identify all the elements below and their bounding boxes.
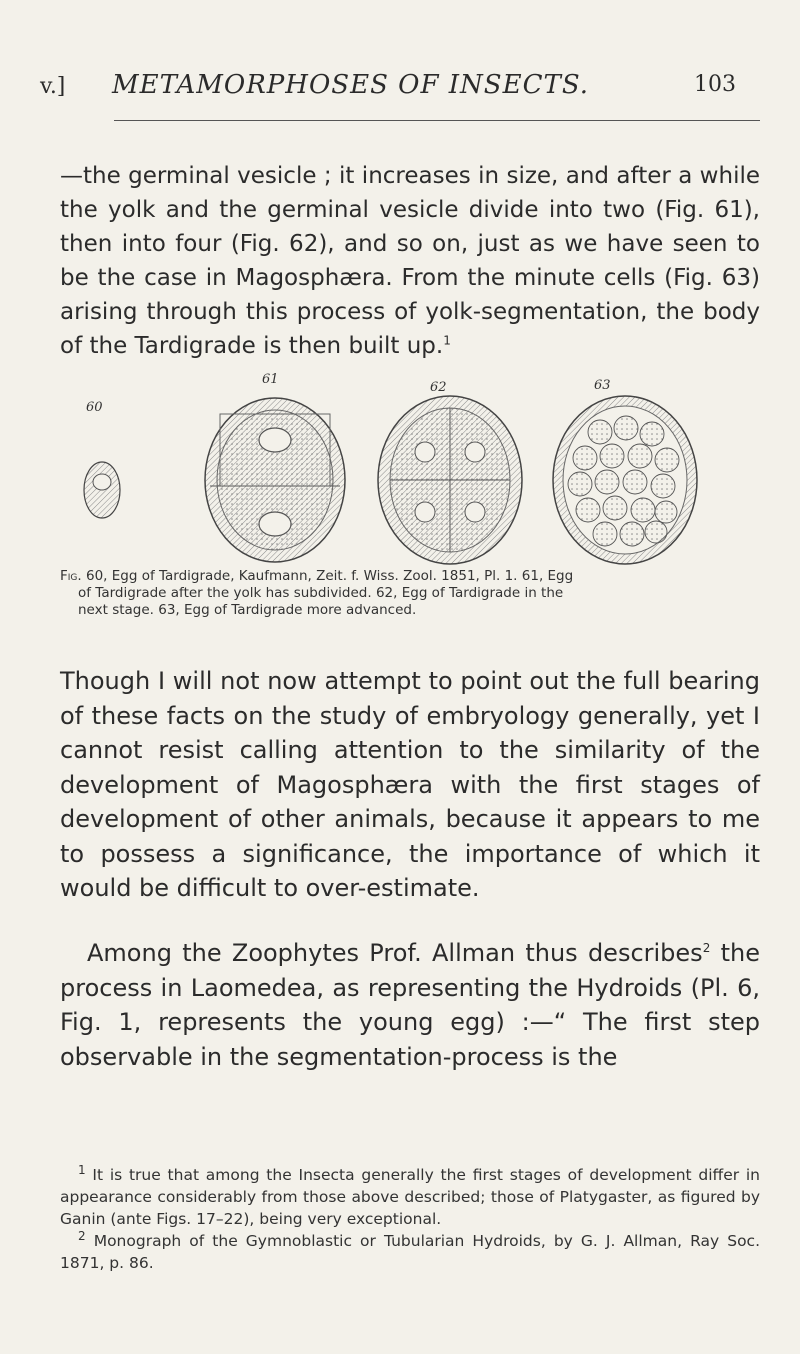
fig-label-61: 61 <box>262 372 279 387</box>
chapter-mark: v.] <box>40 74 66 99</box>
paragraph-3-text-a: Among the Zoophytes Prof. Allman thus describes <box>87 939 703 967</box>
fig-63-egg <box>553 396 697 564</box>
egg-illustrations <box>60 372 760 572</box>
paragraph-1 <box>60 159 760 363</box>
caption-line-1: 60, Egg of Tardigrade, Kaufmann, Zeit. f. Wiss. Zool. 1851, Pl. 1. 61, Egg <box>85 568 574 584</box>
fig-61-egg <box>205 398 345 562</box>
footnote-2-text: Monograph of the Gymnoblastic or Tubularian Hydroids, by G. J. Allman, Ray Soc. 1871, p. 86. <box>60 1232 760 1272</box>
paragraph-2: Though I will not now attempt to point out the full bearing of these facts on the study of embryology generally, yet I cannot resist calling attention to the similarity of the development of Magosphæra with the first stages of development of other animals, because it appears to me to possess a significance, the importance of which it would be difficult to over-estimate. <box>60 667 760 902</box>
footnote-2-mark: 2 <box>78 1228 86 1243</box>
fig-62-egg <box>378 396 522 564</box>
fig-label-60: 60 <box>86 400 103 415</box>
footnotes <box>60 1164 760 1274</box>
paragraph-1-text: —the germinal vesicle ; it increases in size, and after a while the yolk and the germinal vesicle divide into two (Fig. 61), then into four (Fig. 62), and so on, just as we have seen to be the case in Magosphæra. From the minute cells (Fig. 63) arising through this process of yolk-segmentation, the body of the Tardigrade is then built up. <box>60 163 760 359</box>
paragraph-3 <box>60 936 760 1074</box>
figure-caption <box>60 568 760 619</box>
paragraph-3-text-b: the process in Laomedea, as representing the Hydroids (Pl. 6, Fig. 1, represents the young egg) :—“ The first step observable in the segmentation-process is the <box>60 939 760 1071</box>
fig-label-62: 62 <box>430 380 447 395</box>
header-rule <box>114 120 760 121</box>
caption-line-2: of Tardigrade after the yolk has subdivided. 62, Egg of Tardigrade in the <box>78 585 564 601</box>
caption-line-3: next stage. 63, Egg of Tardigrade more advanced. <box>78 602 417 618</box>
footnote-ref-1: 1 <box>443 333 451 348</box>
footnote-ref-2: 2 <box>702 941 711 955</box>
footnote-2 <box>60 1230 760 1274</box>
fig-60-egg <box>84 462 120 518</box>
running-title: METAMORPHOSES OF INSECTS. <box>112 70 589 100</box>
caption-fig-word: Fig. <box>60 568 82 584</box>
page-number: 103 <box>694 72 736 97</box>
footnote-1-text: It is true that among the Insecta generally the first stages of development differ in appearance considerably from those above described; those of Platygaster, as figured by Ganin (ante Figs. 17–22), being very exceptional. <box>60 1166 760 1228</box>
footnote-1-mark: 1 <box>78 1162 86 1177</box>
egg-figures <box>60 372 760 572</box>
fig-label-63: 63 <box>594 378 611 393</box>
footnote-1 <box>60 1164 760 1230</box>
running-header <box>40 64 760 104</box>
